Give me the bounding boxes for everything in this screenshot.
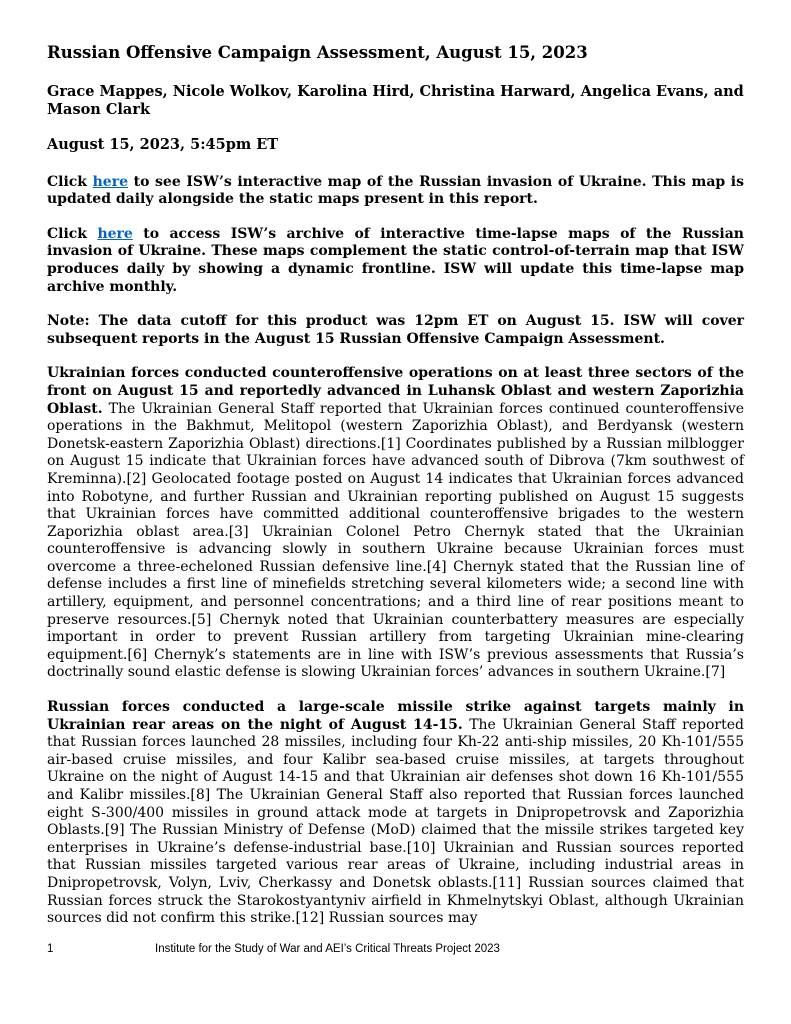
document-title: Russian Offensive Campaign Assessment, August 15, 2023 [47, 43, 588, 62]
timelapse-paragraph [47, 226, 744, 296]
click-prefix: Click [47, 225, 98, 242]
page-number: 1 [47, 943, 54, 955]
timelapse-text: to access ISW’s archive of interactive time-lapse maps of the Russian invasion of Ukraine. These maps complement the static control-of-terrain map that ISW produces daily by showing a dynamic frontline. ISW will update this time-lapse map archive monthly. [47, 225, 744, 295]
data-cutoff-note: Note: The data cutoff for this product was 12pm ET on August 15. ISW will cover subsequent reports in the August 15 Russian Offensive Campaign Assessment. [47, 313, 744, 347]
timelapse-archive-link[interactable]: here [97, 225, 133, 242]
missile-strike-body: The Ukrainian General Staff reported that Russian forces launched 28 missiles, including four Kh-22 anti-ship missiles, 20 Kh-101/555 air-based cruise missiles, and four Kalibr sea-based cruise missiles, at targets throughout Ukraine on the night of August 14-15 and that Ukrainian air defenses shot down 16 Kh-101/555 and Kalibr missiles.[8] The Ukrainian General Staff also reported that Russian forces launched eight S-300/400 missiles in ground attack mode at targets in Dnipropetrovsk and Zaporizhia Oblasts.[9] The Russian Ministry of Defense (MoD) claimed that the missile strikes targeted key enterprises in Ukraine’s defense-industrial base.[10] Ukrainian and Russian sources reported that Russian missiles targeted various rear areas of Ukraine, including industrial areas in Dnipropetrovsk, Volyn, Lviv, Cherkassy and Donetsk oblasts.[11] Russian sources claimed that Russian forces struck the Starokostyantyniv airfield in Khmelnytskyi Oblast, although Ukrainian sources did not confirm this strike.[12] Russian sources may [47, 716, 745, 927]
interactive-map-link[interactable]: here [92, 173, 128, 190]
interactive-map-text: to see ISW’s interactive map of the Russian invasion of Ukraine. This map is updated daily alongside the static maps present in this report. [47, 173, 744, 208]
document-body [47, 42, 744, 945]
missile-strike-paragraph [47, 699, 744, 928]
counteroffensive-paragraph [47, 365, 744, 682]
counteroffensive-body: The Ukrainian General Staff reported that Ukrainian forces continued counteroffensive operations in the Bakhmut, Melitopol (western Zaporizhia Oblast), and Berdyansk (western Donetsk-eastern Zaporizhia Oblast) directions.[1] Coordinates published by a Russian milblogger on August 15 indicate that Ukrainian forces have advanced south of Dibrova (7km southwest of Kreminna).[2] Geolocated footage posted on August 14 indicates that Ukrainian forces advanced into Robotyne, and further Russian and Ukrainian reporting published on August 15 suggests that Ukrainian forces have committed additional counteroffensive brigades to the western Zaporizhia oblast area.[3] Ukrainian Colonel Petro Chernyk stated that the Ukrainian counteroffensive is advancing slowly in southern Ukraine because Ukrainian forces must overcome a three-echeloned Russian defensive line.[4] Chernyk stated that the Russian line of defense includes a first line of minefields stretching several kilometers wide; a second line with artillery, equipment, and personnel concentrations; and a third line of rear positions meant to preserve resources.[5] Chernyk noted that Ukrainian counterbattery measures are especially important in order to prevent Russian artillery from targeting Ukrainian mine-clearing equipment.[6] Chernyk’s statements are in line with ISW’s previous assessments that Russia’s doctrinally sound elastic defense is slowing Ukrainian forces’ advances in southern Ukraine.[7] [47, 400, 744, 681]
counteroffensive-lead: Ukrainian forces conducted counteroffensive operations on at least three sectors of the front on August 15 and reportedly advanced in Luhansk Oblast and western Zaporizhia Oblast. [47, 365, 744, 417]
footer-text: Institute for the Study of War and AEI’s Critical Threats Project 2023 [155, 943, 500, 955]
missile-strike-lead: Russian forces conducted a large-scale missile strike against targets mainly in Ukrainian rear areas on the night of August 14-15. [47, 699, 744, 733]
document-date: August 15, 2023, 5:45pm ET [47, 136, 279, 153]
document-authors: Grace Mappes, Nicole Wolkov, Karolina Hird, Christina Harward, Angelica Evans, and Mason Clark [47, 83, 744, 118]
click-prefix: Click [47, 173, 93, 190]
interactive-map-paragraph [47, 174, 744, 209]
